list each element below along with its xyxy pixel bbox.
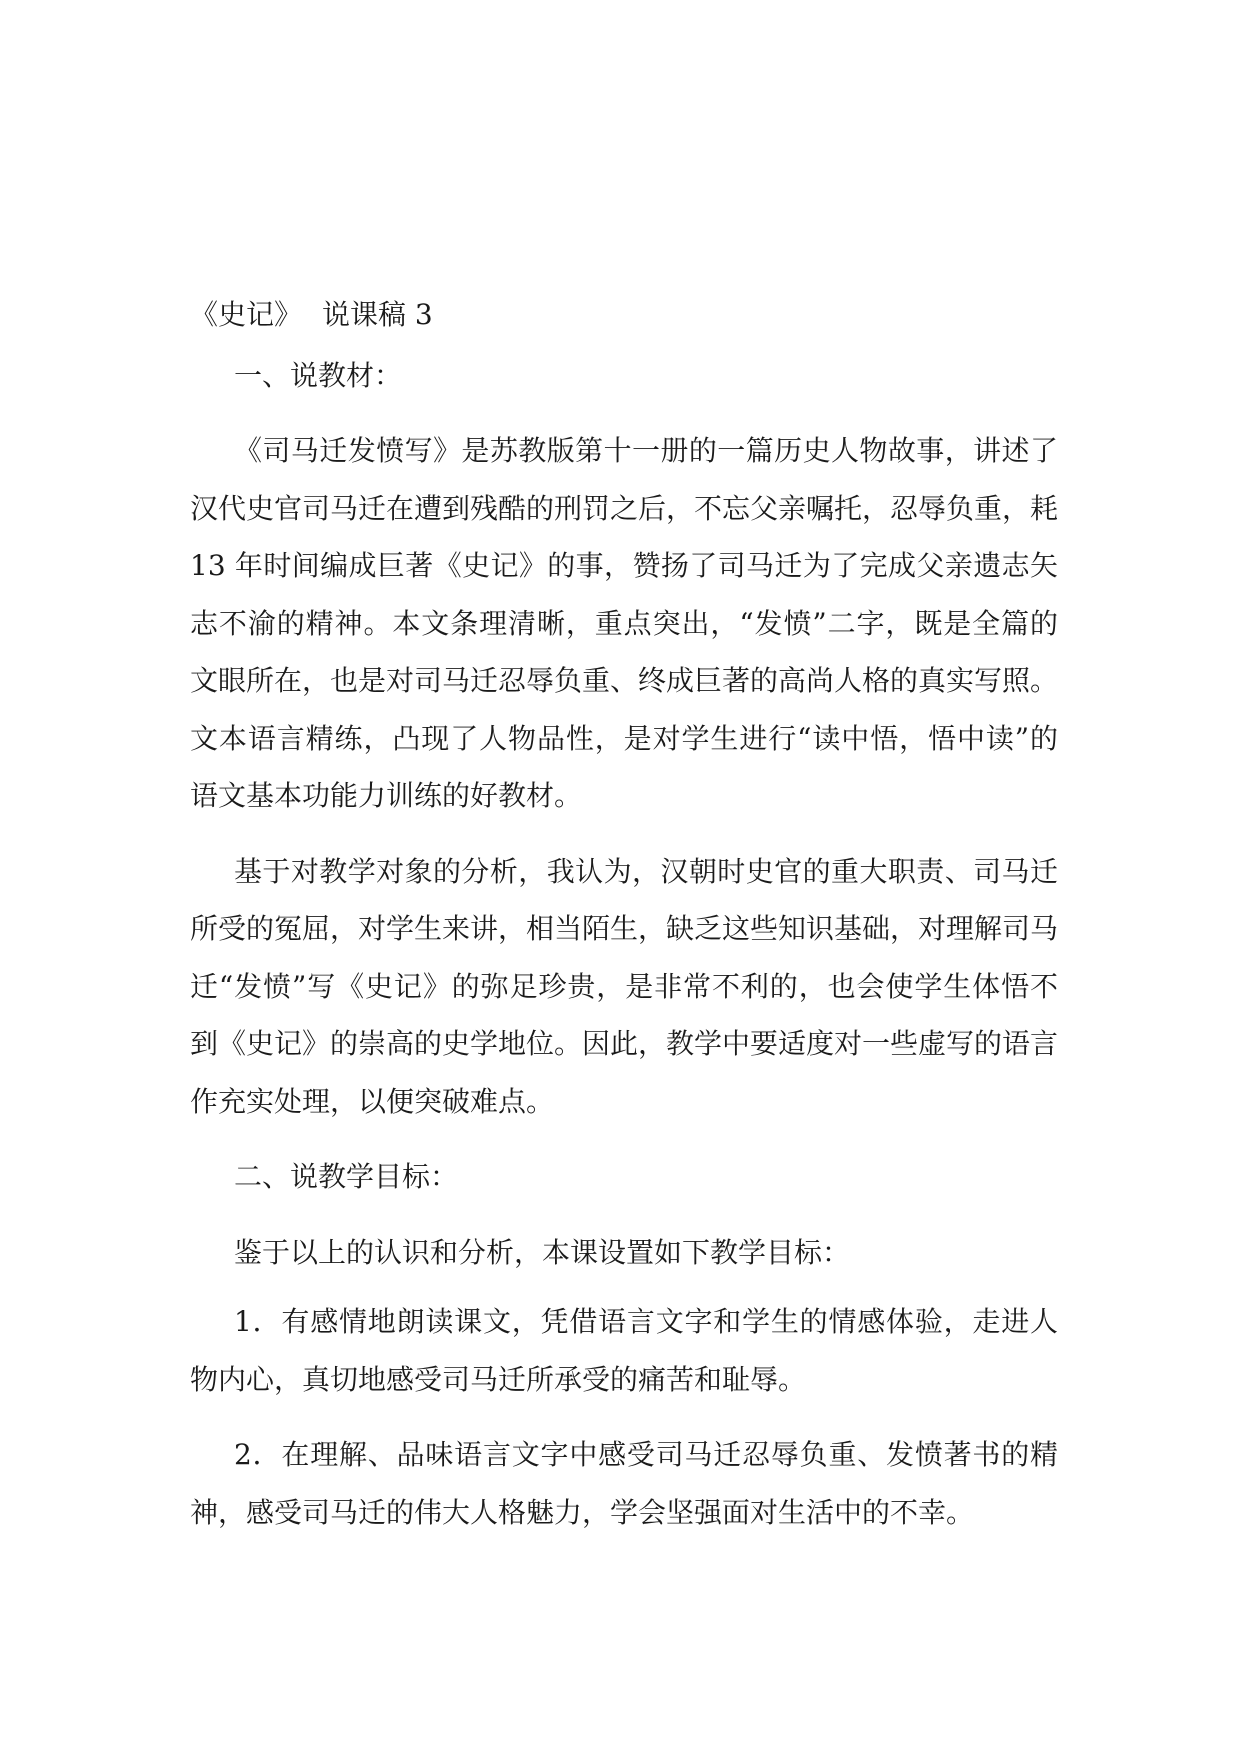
title-book: 《史记》 bbox=[190, 298, 303, 331]
goal-item-2: 2．在理解、品味语言文字中感受司马迁忍辱负重、发愤著书的精神，感受司马迁的伟大人格魅力，学会坚强面对生活中的不幸。 bbox=[190, 1438, 1058, 1529]
document-body bbox=[190, 286, 1058, 1559]
title-name: 说课稿 3 bbox=[322, 298, 433, 331]
paragraph-student-analysis: 基于对教学对象的分析，我认为，汉朝时史官的重大职责、司马迁所受的冤屈，对学生来讲，相当陌生，缺乏这些知识基础，对理解司马迁“发愤”写《史记》的弥足珍贵，是非常不利的，也会使学生体悟不到《史记》的崇高的史学地位。因此，教学中要适度对一些虚写的语言作充实处理，以便突破难点。 bbox=[190, 854, 1059, 1118]
goal-item-1: 1．有感情地朗读课文，凭借语言文字和学生的情感体验，走进人物内心，真切地感受司马迁所承受的痛苦和耻辱。 bbox=[190, 1305, 1058, 1396]
paragraph-material-intro: 《司马迁发愤写》是苏教版第十一册的一篇历史人物故事，讲述了汉代史官司马迁在遭到残酷的刑罚之后，不忘父亲嘱托，忍辱负重，耗 13 年时间编成巨著《史记》的事，赞扬了司马迁为了完成父亲遗志矢志不渝的精神。本文条理清晰，重点突出，“发愤”二字，既是全篇的文眼所在，也是对司马迁忍辱负重、终成巨著的高尚人格的真实写照。文本语言精练，凸现了人物品性，是对学生进行“读中悟，悟中读”的语文基本功能力训练的好教材。 bbox=[190, 434, 1059, 812]
section-heading-teaching-material: 一、说教材： bbox=[234, 358, 403, 392]
document-title bbox=[190, 286, 1058, 344]
paragraph-goals-intro: 鉴于以上的认识和分析，本课设置如下教学目标： bbox=[234, 1235, 851, 1269]
section-heading-teaching-goals: 二、说教学目标： bbox=[234, 1160, 459, 1193]
